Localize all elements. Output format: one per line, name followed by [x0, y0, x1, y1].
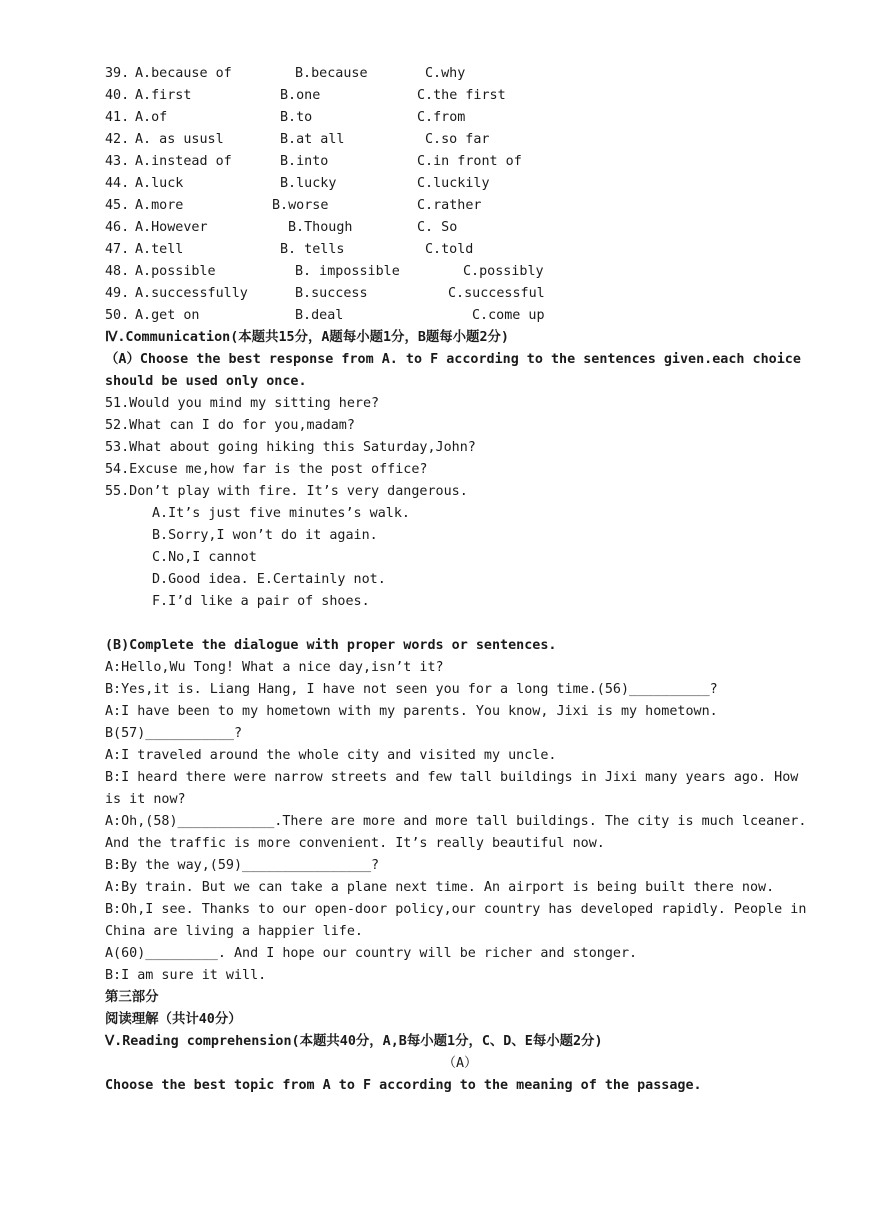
section-title-communication: Ⅳ.Communication(本题共15分，A题每小题1分，B题每小题2分) [105, 330, 509, 345]
option-b: B. tells [280, 242, 345, 257]
question-number: 47. [105, 242, 130, 257]
question-number: 48. [105, 264, 130, 279]
communication-question: 51.Would you mind my sitting here? [105, 396, 380, 411]
dialogue-line: A:I traveled around the whole city and visited my uncle. [105, 748, 557, 763]
option-b: B.worse [272, 198, 329, 213]
communication-question: 55.Don’t play with fire. It’s very dangerous. [105, 484, 468, 499]
communication-question: 53.What about going hiking this Saturday,John? [105, 440, 476, 455]
dialogue [105, 657, 815, 987]
option-a: A. as ususl [135, 132, 224, 147]
cloze-row [105, 107, 815, 129]
option-b: B.to [280, 110, 313, 125]
question-number: 39. [105, 66, 130, 81]
option-b: B.one [280, 88, 321, 103]
dialogue-line: B:I heard there were narrow streets and few tall buildings in Jixi many years ago. How is it now? [105, 770, 799, 807]
option-c: C.from [417, 110, 466, 125]
option-b: B.deal [295, 308, 344, 323]
reading-instruction: Choose the best topic from A to F according to the meaning of the passage. [105, 1078, 702, 1093]
option-b: B.Though [288, 220, 353, 235]
option-a: A.instead of [135, 154, 232, 169]
dialogue-line: A:Oh,(58)____________.There are more and more tall buildings. The city is much lceaner. And the traffic is more convenient. It’s really beautiful now. [105, 814, 807, 851]
option-a: A.get on [135, 308, 200, 323]
dialogue-line: A:By train. But we can take a plane next time. An airport is being built there now. [105, 880, 775, 895]
option-b: B.because [295, 66, 368, 81]
question-number: 45. [105, 198, 130, 213]
option-a: A.first [135, 88, 192, 103]
dialogue-line: A:I have been to my hometown with my parents. You know, Jixi is my hometown. [105, 704, 718, 719]
option-a: A.tell [135, 242, 184, 257]
cloze-row [105, 283, 815, 305]
cloze-options-list [105, 63, 815, 327]
response-choice: A.It’s just five minutes’s walk. [152, 506, 410, 521]
passage-label: （A） [442, 1056, 478, 1071]
response-choice: F.I’d like a pair of shoes. [152, 594, 370, 609]
option-c: C. So [417, 220, 458, 235]
cloze-row [105, 239, 815, 261]
option-c: C.successful [448, 286, 545, 301]
cloze-row [105, 261, 815, 283]
option-a: A.possible [135, 264, 216, 279]
option-c: C.so far [425, 132, 490, 147]
option-b: B.success [295, 286, 368, 301]
exam-page [105, 63, 815, 1097]
cloze-row [105, 151, 815, 173]
dialogue-line: A:Hello,Wu Tong! What a nice day,isn’t it? [105, 660, 444, 675]
part-a-instruction: （A）Choose the best response from A. to F according to the sentences given.each choice should be used only once. [105, 352, 801, 389]
cloze-row [105, 195, 815, 217]
option-a: A.successfully [135, 286, 248, 301]
cloze-row [105, 85, 815, 107]
question-number: 42. [105, 132, 130, 147]
option-c: C.come up [472, 308, 545, 323]
cloze-row [105, 129, 815, 151]
question-number: 49. [105, 286, 130, 301]
question-number: 43. [105, 154, 130, 169]
option-c: C.told [425, 242, 474, 257]
cloze-row [105, 305, 815, 327]
reading-section-title: Ⅴ.Reading comprehension(本题共40分，A,B每小题1分，C、D、E每小题2分) [105, 1034, 603, 1049]
dialogue-line: B:I am sure it will. [105, 968, 267, 983]
dialogue-line: A(60)_________. And I hope our country will be richer and stonger. [105, 946, 638, 961]
option-c: C.possibly [463, 264, 544, 279]
option-a: A.because of [135, 66, 232, 81]
option-a: A.more [135, 198, 184, 213]
option-c: C.why [425, 66, 466, 81]
communication-questions [105, 393, 815, 503]
option-a: A.However [135, 220, 208, 235]
dialogue-line: B:Oh,I see. Thanks to our open-door policy,our country has developed rapidly. People in China are living a happier life. [105, 902, 807, 939]
option-b: B.lucky [280, 176, 337, 191]
option-b: B. impossible [295, 264, 400, 279]
option-c: C.rather [417, 198, 482, 213]
cloze-row [105, 173, 815, 195]
part3-subheading: 阅读理解（共计40分） [105, 1012, 242, 1027]
communication-question: 54.Excuse me,how far is the post office? [105, 462, 428, 477]
option-a: A.luck [135, 176, 184, 191]
part-b-instruction: (B)Complete the dialogue with proper words or sentences. [105, 638, 557, 653]
dialogue-line: B(57)___________? [105, 726, 243, 741]
option-c: C.in front of [417, 154, 522, 169]
response-choice: D.Good idea. E.Certainly not. [152, 572, 386, 587]
communication-choices [105, 503, 815, 613]
cloze-row [105, 63, 815, 85]
question-number: 44. [105, 176, 130, 191]
response-choice: C.No,I cannot [152, 550, 257, 565]
cloze-row [105, 217, 815, 239]
spacer [105, 613, 815, 635]
part3-heading: 第三部分 [105, 990, 159, 1005]
option-b: B.into [280, 154, 329, 169]
option-c: C.the first [417, 88, 506, 103]
question-number: 46. [105, 220, 130, 235]
response-choice: B.Sorry,I won’t do it again. [152, 528, 378, 543]
question-number: 40. [105, 88, 130, 103]
dialogue-line: B:Yes,it is. Liang Hang, I have not seen you for a long time.(56)__________? [105, 682, 718, 697]
option-c: C.luckily [417, 176, 490, 191]
option-b: B.at all [280, 132, 345, 147]
dialogue-line: B:By the way,(59)________________? [105, 858, 380, 873]
communication-question: 52.What can I do for you,madam? [105, 418, 355, 433]
question-number: 41. [105, 110, 130, 125]
option-a: A.of [135, 110, 168, 125]
question-number: 50. [105, 308, 130, 323]
